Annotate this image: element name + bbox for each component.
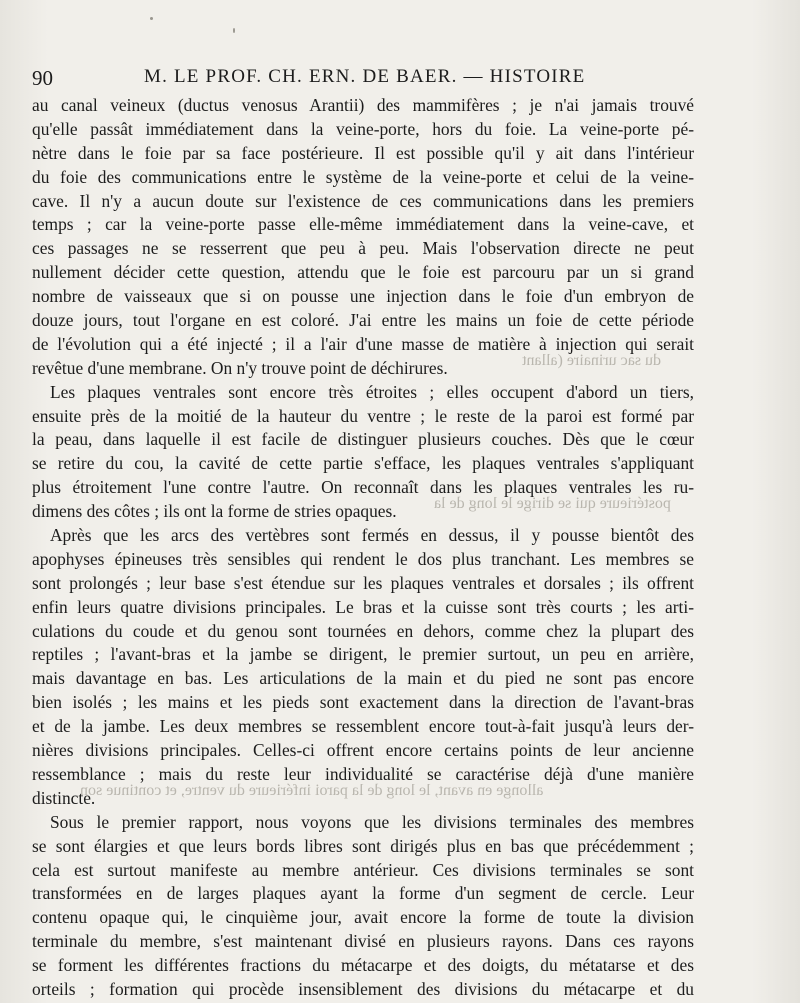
text-line: transformées en de larges plaques ayant la forme d'un segment de cercle. Leur (32, 883, 694, 904)
text-line: qu'elle passât immédiatement dans la veine-porte, hors du foie. La veine-porte pé- (32, 118, 694, 139)
paragraph-start-line: Après que les arcs des vertèbres sont fermés en dessus, il y pousse bientôt des (50, 525, 694, 546)
body-text (32, 94, 694, 1002)
text-line: du foie des communications entre le système de la veine-porte et celui de la veine- (32, 166, 694, 187)
text-line: reptiles ; l'avant-bras et la jambe se dirigent, le premier surtout, un peu en arrière, (32, 644, 694, 665)
bleed-through-line: postérieure qui se dirige le long de la (434, 495, 671, 512)
bleed-through-line: allonge en avant, le long de la paroi inférieure du ventre, et continue son (80, 782, 544, 799)
text-line: plus étroitement l'une contre l'autre. On reconnaît dans les plaques ventrales les ru- (32, 477, 694, 498)
text-line: culations du coude et du genou sont tournées en dehors, comme chez la plupart des (32, 620, 694, 641)
text-line: enfin leurs quatre divisions principales. Le bras et la cuisse sont très courts ; les arti- (32, 596, 694, 617)
text-line: orteils ; formation qui procède insensiblement des divisions du métacarpe et du (32, 978, 694, 999)
bleed-through-line: du sac urinaire (allant (522, 352, 662, 369)
text-line: sont prolongés ; leur base s'est étendue sur les plaques ventrales et dorsales ; ils offrent (32, 572, 694, 593)
text-line: ensuite près de la moitié de la hauteur du ventre ; le reste de la paroi est formé par (32, 405, 694, 426)
paragraph-start-line: Les plaques ventrales sont encore très étroites ; elles occupent d'abord un tiers, (50, 381, 694, 402)
text-line: se sont élargies et que leurs bords libres sont dirigés plus en bas que précédemment ; (32, 835, 694, 856)
text-line: terminale du membre, s'est maintenant divisé en plusieurs rayons. Dans ces rayons (32, 931, 694, 952)
ink-speck (233, 28, 235, 33)
text-line: nètre dans le foie par sa face postérieure. Il est possible qu'il y ait dans l'intérieur (32, 142, 694, 163)
text-line: temps ; car la veine-porte passe elle-même immédiatement dans la veine-cave, et (32, 214, 694, 235)
text-line: au canal veineux (ductus venosus Arantii) des mammifères ; je n'ai jamais trouvé (32, 95, 694, 115)
text-line: nombre de vaisseaux que si on pousse une injection dans le foie d'un embryon de (32, 286, 694, 307)
page-number: 90 (32, 66, 53, 90)
ink-speck (150, 17, 153, 20)
text-line: la peau, dans laquelle il est facile de distinguer plusieurs couches. Dès que le cœur (32, 429, 694, 450)
text-line: contenu opaque qui, le cinquième jour, avait encore la forme de toute la division (32, 907, 694, 928)
text-line: ces passages ne se resserrent que peu à peu. Mais l'observation directe ne peut (32, 238, 694, 259)
text-line: ressemblance ; mais du reste leur individualité se caractérise déjà d'une manière (32, 763, 694, 784)
text-line: dimens des côtes ; ils ont la forme de stries opaques. (32, 501, 397, 522)
text-line: de l'évolution qui a été injecté ; il a l'air d'une masse de matière à injection qui serait (32, 333, 694, 354)
text-line: cela est surtout manifeste au membre antérieur. Ces divisions terminales se sont (32, 859, 694, 880)
running-title: M. LE PROF. CH. ERN. DE BAER. — HISTOIRE (144, 66, 586, 87)
text-line: apophyses épineuses très sensibles qui rendent le dos plus tranchant. Les membres se (32, 548, 694, 569)
text-line: se forment les différentes fractions du métacarpe et des doigts, du métatarse et des (32, 955, 694, 976)
text-line: revêtue d'une membrane. On n'y trouve point de déchirures. (32, 357, 448, 378)
text-line: nières divisions principales. Celles-ci offrent encore certains points de leur ancienne (32, 740, 694, 761)
text-line: nullement décider cette question, attendu que le foie est parcouru par un si grand (32, 262, 694, 283)
text-line: cave. Il n'y a aucun doute sur l'existence de ces communications dans les premiers (32, 190, 694, 211)
text-line: et de la jambe. Les deux membres se ressemblent encore tout-à-fait jusqu'à leurs der- (32, 716, 694, 737)
paragraph-start-line: Sous le premier rapport, nous voyons que les divisions terminales des membres (50, 811, 694, 832)
text-line: douze jours, tout l'organe en est coloré. J'ai entre les mains un foie de cette période (32, 310, 694, 331)
text-line: bien isolés ; les mains et les pieds sont exactement dans la direction de l'avant-bras (32, 692, 694, 713)
running-head (32, 66, 702, 92)
text-line: mais davantage en bas. Les articulations de la main et du pied ne sont pas encore (32, 668, 694, 689)
text-line: distincte. (32, 787, 96, 808)
text-line: se retire du cou, la cavité de cette partie s'efface, les plaques ventrales s'appliquant (32, 453, 694, 474)
